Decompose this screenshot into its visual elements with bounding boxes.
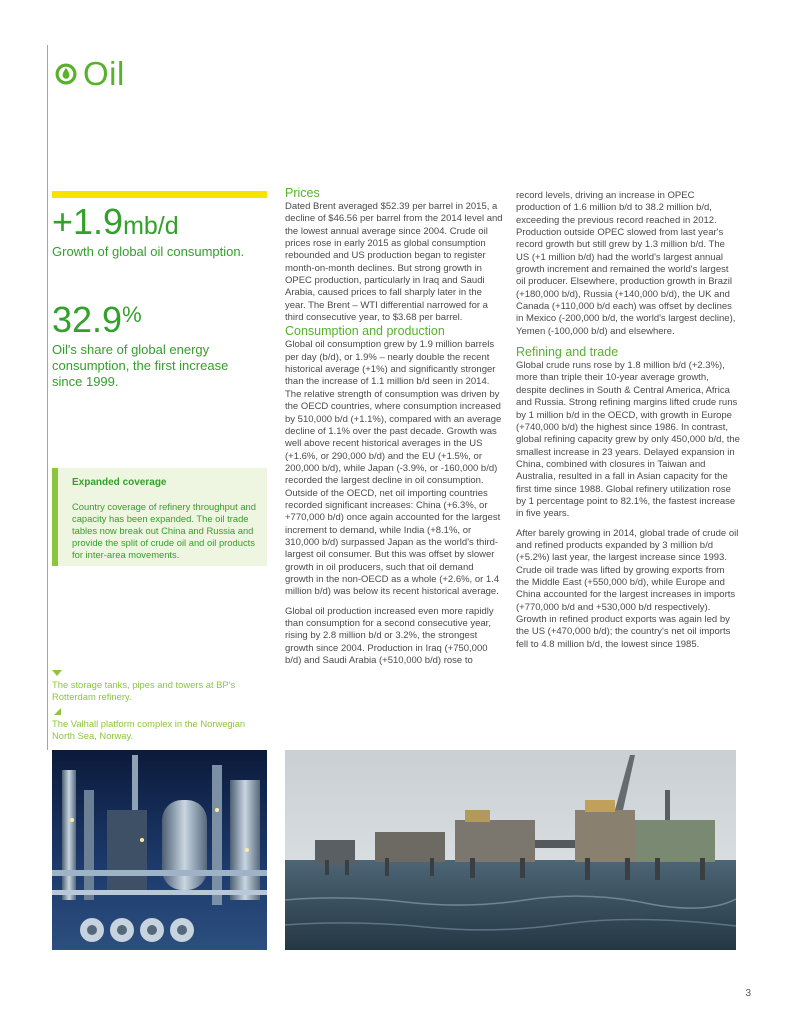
heading-prices: Prices <box>285 186 320 200</box>
paragraph-production: Global oil production increased even more rapidly than consumption for a second consecutive year, rising by 2.8 million b/d or 3.2%, the strongest growth since 2004. Production in Iraq (+750,000 b/d) and Saudi Arabia (+510,000 b/d) rose to <box>285 605 494 667</box>
heading-refining: Refining and trade <box>516 345 619 360</box>
kpi-unit: % <box>122 302 142 327</box>
section-header <box>55 54 125 94</box>
page-number: 3 <box>745 988 751 999</box>
platform-photo <box>285 750 736 950</box>
box-accent-bar <box>52 468 58 566</box>
heading-consumption: Consumption and production <box>285 324 445 339</box>
article-column-2 <box>516 190 740 651</box>
box-text: Country coverage of refinery throughput and capacity has been expanded. The oil trade tables now break out China and Russia and provide the split of crude oil and oil products for inter-area movements. <box>72 501 256 560</box>
caption-down-arrow-icon <box>52 670 62 676</box>
caption-corner-arrow-icon <box>54 708 61 715</box>
box-title: Expanded coverage <box>72 477 167 488</box>
kpi-consumption-description: Growth of global oil consumption. <box>52 244 245 259</box>
paragraph-consumption: Global oil consumption grew by 1.9 million barrels per day (b/d), or 1.9% – nearly double the recent historical average (+1%) and significantly stronger than the increase of 1.1 million b/d seen in 2014. The relative strength of consumption was driven by the OECD countries, where consumption increased by 510,000 b/d (+1.1%), compared with an average decline of 1.1% over the past decade. Growth was well above recent historical averages in the US (+1.6%, or 290,000 b/d) and the EU (+1.5%, or 200,000 b/d), while Japan (-3.9%, or -160,000 b/d) recorded the largest decline in oil consumption. Outside of the OECD, net oil importing countries recorded significant increases: China (+6.3%, or +770,000 b/d) once again accounted for the largest increment to demand, while India (+8.1%, or 310,000 b/d) surpassed Japan as the world's third-largest oil consumer. But this was offset by slower growth in oil producers, such that oil demand growth in the non-OECD as a whole (+2.6%, or 1.4 million b/d) was below its recent historical average. <box>285 339 502 598</box>
caption-rotterdam: The storage tanks, pipes and towers at BP's Rotterdam refinery. <box>52 679 236 702</box>
article-column-1 <box>285 186 503 667</box>
kpi-consumption-growth <box>52 202 179 246</box>
kpi-unit: mb/d <box>123 212 179 240</box>
refinery-photo <box>52 750 267 950</box>
paragraph-prices: Dated Brent averaged $52.39 per barrel in 2015, a decline of $46.56 per barrel from the 2014 level and the lowest annual average since 2004. Crude oil prices rose in early 2015 as global consumption rebounded and US production began to register month-on-month declines. But strong growth in OPEC production, particularly in Iraq and Saudi Arabia, caused prices to fall sharply later in the year. The Brent – WTI differential narrowed for a third consecutive year, to $3.68 per barrel. <box>285 201 503 324</box>
paragraph-refining: Global crude runs rose by 1.8 million b/d (+2.3%), more than triple their 10-year average growth, despite declines in South & Central America, Africa and Russia. Strong refining margins lifted crude runs by 1 million b/d in the OECD, with growth in Europe (+740,000 b/d) the highest since 1986. In contrast, global refining capacity grew by only 450,000 b/d, the smallest increase in 23 years. Delayed expansion in China, combined with closures in Taiwan and Australia, resulted in a fall in Asian capacity for the first time since 1988. Global refinery utilization rose by 1 percentage point to 82.1%, the fastest increase in five years. <box>516 360 740 520</box>
kpi-energy-share-description: Oil's share of global energy consumption, the first increase since 1999. <box>52 342 229 389</box>
page-title: Oil <box>83 55 125 92</box>
highlight-bar <box>52 191 267 198</box>
kpi-energy-share <box>52 300 142 340</box>
paragraph-production-cont: record levels, driving an increase in OPEC production of 1.6 million b/d to 38.2 million b/d, exceeding the previous record reached in 2012. Production outside OPEC slowed from last year's record growth but still grew by 1.3 million b/d. The US (+1 million b/d) had the world's largest annual growth increment and remained the world's largest oil producer. Elsewhere, production growth in Brazil (+180,000 b/d), Russia (+140,000 b/d), the UK and Canada (+110,000 b/d each) was offset by declines in Mexico (-200,000 b/d, the world's largest decline), Yemen (-100,000 b/d) and elsewhere. <box>516 190 736 337</box>
caption-valhall: The Valhall platform complex in the Norwegian North Sea, Norway. <box>52 718 246 741</box>
paragraph-trade: After barely growing in 2014, global trade of crude oil and refined products expanded by 3 million b/d (+5.2%) last year, the largest increase since 1993. Crude oil trade was lifted by growing exports from the Middle East (+550,000 b/d), while Europe and China accounted for the largest increases in imports (+770,000 b/d and +530,000 b/d respectively). Growth in refined product exports was again led by the US (+470,000 b/d); the country's net oil imports fell to 4.8 million b/d, the lowest since 1985. <box>516 527 739 650</box>
kpi-value: +1.9 <box>52 201 124 242</box>
kpi-value: 32.9 <box>52 299 123 340</box>
accent-vertical-line <box>47 45 48 750</box>
oil-drop-icon <box>55 63 77 85</box>
